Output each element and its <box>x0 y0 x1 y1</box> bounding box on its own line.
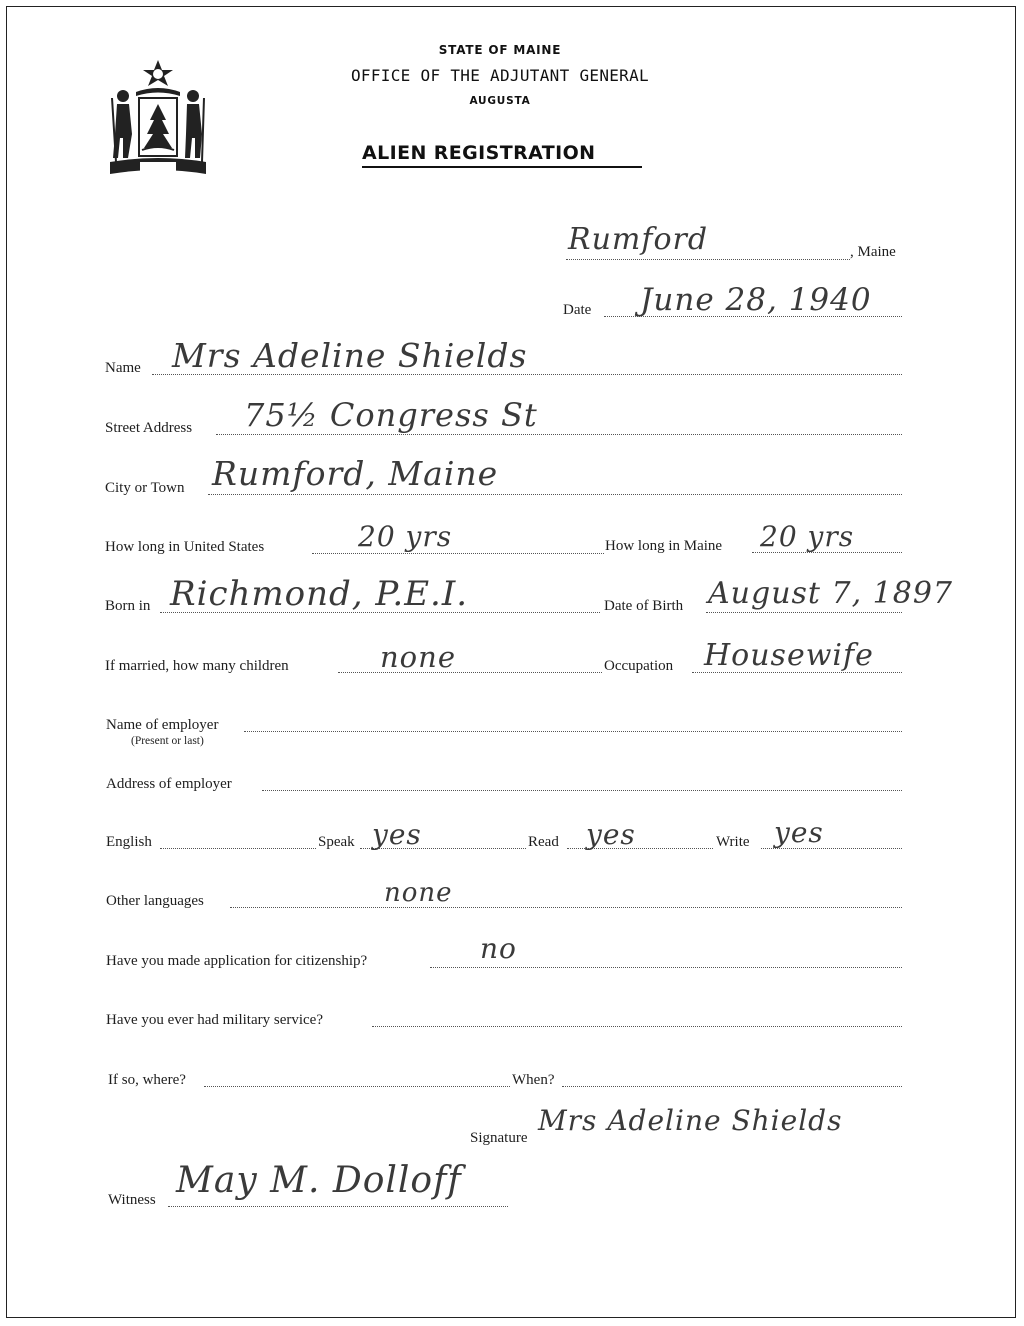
header-state: STATE OF MAINE <box>438 43 562 57</box>
where-line <box>204 1086 510 1087</box>
speak-entry: yes <box>372 818 422 851</box>
children-entry: none <box>380 640 456 674</box>
street-entry: 75½ Congress St <box>244 396 538 434</box>
other-languages-line <box>230 907 902 908</box>
married-label: If married, how many children <box>105 658 289 674</box>
write-entry: yes <box>774 816 824 849</box>
signature-label: Signature <box>470 1130 528 1146</box>
speak-label: Speak <box>318 834 355 850</box>
city-entry: Rumford, Maine <box>212 454 499 493</box>
military-line <box>372 1026 902 1027</box>
employer-name-label: Name of employer <box>106 717 219 733</box>
occupation-label: Occupation <box>604 658 674 674</box>
read-label: Read <box>528 834 559 850</box>
write-label: Write <box>716 834 750 850</box>
city-label: City or Town <box>105 480 185 496</box>
maine-label: , Maine <box>850 244 896 260</box>
witness-entry: May M. Dolloff <box>176 1160 462 1201</box>
street-line <box>216 434 902 435</box>
city-line <box>208 494 902 495</box>
where-label: If so, where? <box>108 1072 186 1088</box>
date-of-birth-line <box>706 612 902 613</box>
witness-label: Witness <box>108 1192 156 1208</box>
name-label: Name <box>105 360 141 376</box>
how-long-maine-entry: 20 yrs <box>760 520 855 553</box>
how-long-us-label: How long in United States <box>105 539 265 555</box>
date-of-birth-entry: August 7, 1897 <box>708 576 954 611</box>
married-line <box>338 672 602 673</box>
how-long-us-line <box>312 553 604 554</box>
occupation-entry: Housewife <box>704 638 874 673</box>
born-in-label: Born in <box>105 598 151 614</box>
citizenship-line <box>430 967 902 968</box>
other-languages-label: Other languages <box>106 893 204 909</box>
born-in-entry: Richmond, P.E.I. <box>170 574 469 614</box>
signature-entry: Mrs Adeline Shields <box>538 1104 843 1137</box>
citizenship-label: Have you made application for citizenship? <box>106 953 368 969</box>
witness-line <box>168 1206 508 1207</box>
how-long-maine-label: How long in Maine <box>605 538 723 554</box>
place-line <box>566 259 850 260</box>
when-line <box>562 1086 902 1087</box>
english-line <box>160 848 316 849</box>
header-office: OFFICE OF THE ADJUTANT GENERAL <box>351 66 649 85</box>
employer-name-line <box>244 731 902 732</box>
when-label: When? <box>512 1072 555 1088</box>
title-underline <box>362 166 642 168</box>
english-label: English <box>106 834 152 850</box>
employer-address-label: Address of employer <box>106 776 232 792</box>
employer-address-line <box>262 790 902 791</box>
place-entry: Rumford <box>568 222 709 257</box>
citizenship-entry: no <box>480 932 517 965</box>
date-of-birth-label: Date of Birth <box>604 598 684 614</box>
employer-note-label: (Present or last) <box>131 735 204 747</box>
other-languages-entry: none <box>384 878 453 908</box>
street-label: Street Address <box>105 420 193 436</box>
read-entry: yes <box>586 818 636 851</box>
military-label: Have you ever had military service? <box>106 1012 323 1028</box>
header-city: AUGUSTA <box>469 95 531 107</box>
form-title: ALIEN REGISTRATION <box>362 142 596 164</box>
date-label: Date <box>563 302 592 318</box>
how-long-us-entry: 20 yrs <box>358 520 453 553</box>
date-entry: June 28, 1940 <box>640 282 872 318</box>
name-entry: Mrs Adeline Shields <box>172 336 528 375</box>
